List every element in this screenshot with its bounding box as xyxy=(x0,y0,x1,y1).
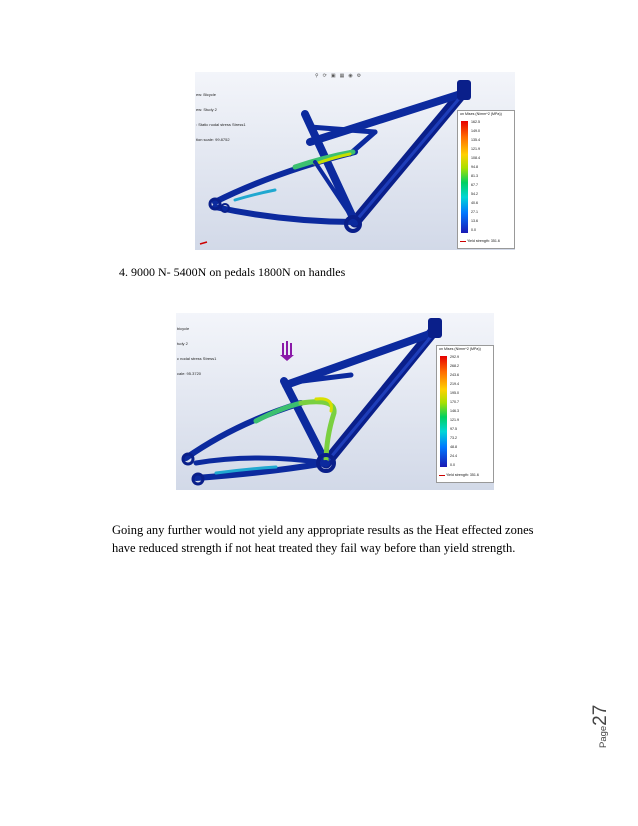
header-line: ew: Study 2 xyxy=(196,107,217,112)
yield-strength-text: Yield strength: 351.6 xyxy=(446,473,479,477)
yield-strength-label xyxy=(439,473,479,477)
legend-tick: 0.0 xyxy=(471,228,476,232)
legend-tick: 48.8 xyxy=(450,445,457,449)
yield-strength-text: Yield strength: 351.6 xyxy=(467,239,500,243)
legend-tick: 40.6 xyxy=(471,201,478,205)
legend-tick: 268.2 xyxy=(450,364,459,368)
legend-tick: 108.4 xyxy=(471,156,480,160)
rotate-icon[interactable]: ⟳ xyxy=(322,73,327,79)
section-icon[interactable]: ▦ xyxy=(339,73,345,79)
zoom-icon[interactable]: ⚲ xyxy=(315,73,319,79)
load-arrow-icon xyxy=(280,341,294,361)
body-paragraph: Going any further would not yield any appropriate results as the Heat effected zones have reduced strength if not heat treated they fail way before than yield strength. xyxy=(112,523,534,555)
legend-tick: 195.0 xyxy=(450,391,459,395)
display-icon[interactable]: ◉ xyxy=(348,73,353,79)
list-item-4: 4. 9000 N- 5400N on pedals 1800N on handles xyxy=(119,265,346,279)
header-line: ew: Bicycle xyxy=(196,92,217,97)
header-line: tudy 2 xyxy=(177,341,188,346)
stress-legend xyxy=(436,345,494,483)
header-line: tion scale: 99.8752 xyxy=(196,137,230,142)
yield-marker-icon xyxy=(460,241,466,242)
legend-tick: 0.0 xyxy=(450,463,455,467)
legend-tick: 292.9 xyxy=(450,355,459,359)
legend-tick: 73.2 xyxy=(450,436,457,440)
header-line: : Static nodal stress Stress1 xyxy=(196,122,246,127)
header-line: cale: 95.3720 xyxy=(177,371,202,376)
legend-tick: 67.7 xyxy=(471,183,478,187)
legend-tick: 24.4 xyxy=(450,454,457,458)
legend-title: on Mises (N/mm^2 (MPa)) xyxy=(460,112,502,116)
stress-figure-2 xyxy=(176,313,494,490)
settings-icon[interactable]: ⚙ xyxy=(356,73,362,79)
legend-tick: 170.7 xyxy=(450,400,459,404)
header-line: bicycle xyxy=(177,326,190,331)
legend-tick: 13.6 xyxy=(471,219,478,223)
page-number-value: 27 xyxy=(590,704,611,726)
stress-legend xyxy=(457,110,515,249)
page-number xyxy=(590,700,610,748)
legend-tick: 121.9 xyxy=(450,418,459,422)
legend-tick: 81.3 xyxy=(471,174,478,178)
legend-tick: 149.0 xyxy=(471,129,480,133)
legend-tick: 146.3 xyxy=(450,409,459,413)
legend-title: on Mises (N/mm^2 (MPa)) xyxy=(439,347,481,351)
yield-marker-icon xyxy=(439,475,445,476)
legend-tick: 94.8 xyxy=(471,165,478,169)
legend-tick: 135.4 xyxy=(471,138,480,142)
legend-tick: 97.5 xyxy=(450,427,457,431)
legend-tick: 121.9 xyxy=(471,147,480,151)
yield-strength-label xyxy=(460,239,500,243)
legend-tick: 162.5 xyxy=(471,120,480,124)
color-scale-bar xyxy=(440,356,447,467)
legend-tick: 27.1 xyxy=(471,210,478,214)
stress-figure-1 xyxy=(195,72,515,250)
page-label: Page xyxy=(598,725,609,748)
header-line: c nodal stress Stress1 xyxy=(177,356,217,361)
legend-tick: 54.2 xyxy=(471,192,478,196)
view-icon[interactable]: ▣ xyxy=(330,73,336,79)
legend-tick: 243.6 xyxy=(450,373,459,377)
color-scale-bar xyxy=(461,121,468,233)
legend-tick: 219.4 xyxy=(450,382,459,386)
